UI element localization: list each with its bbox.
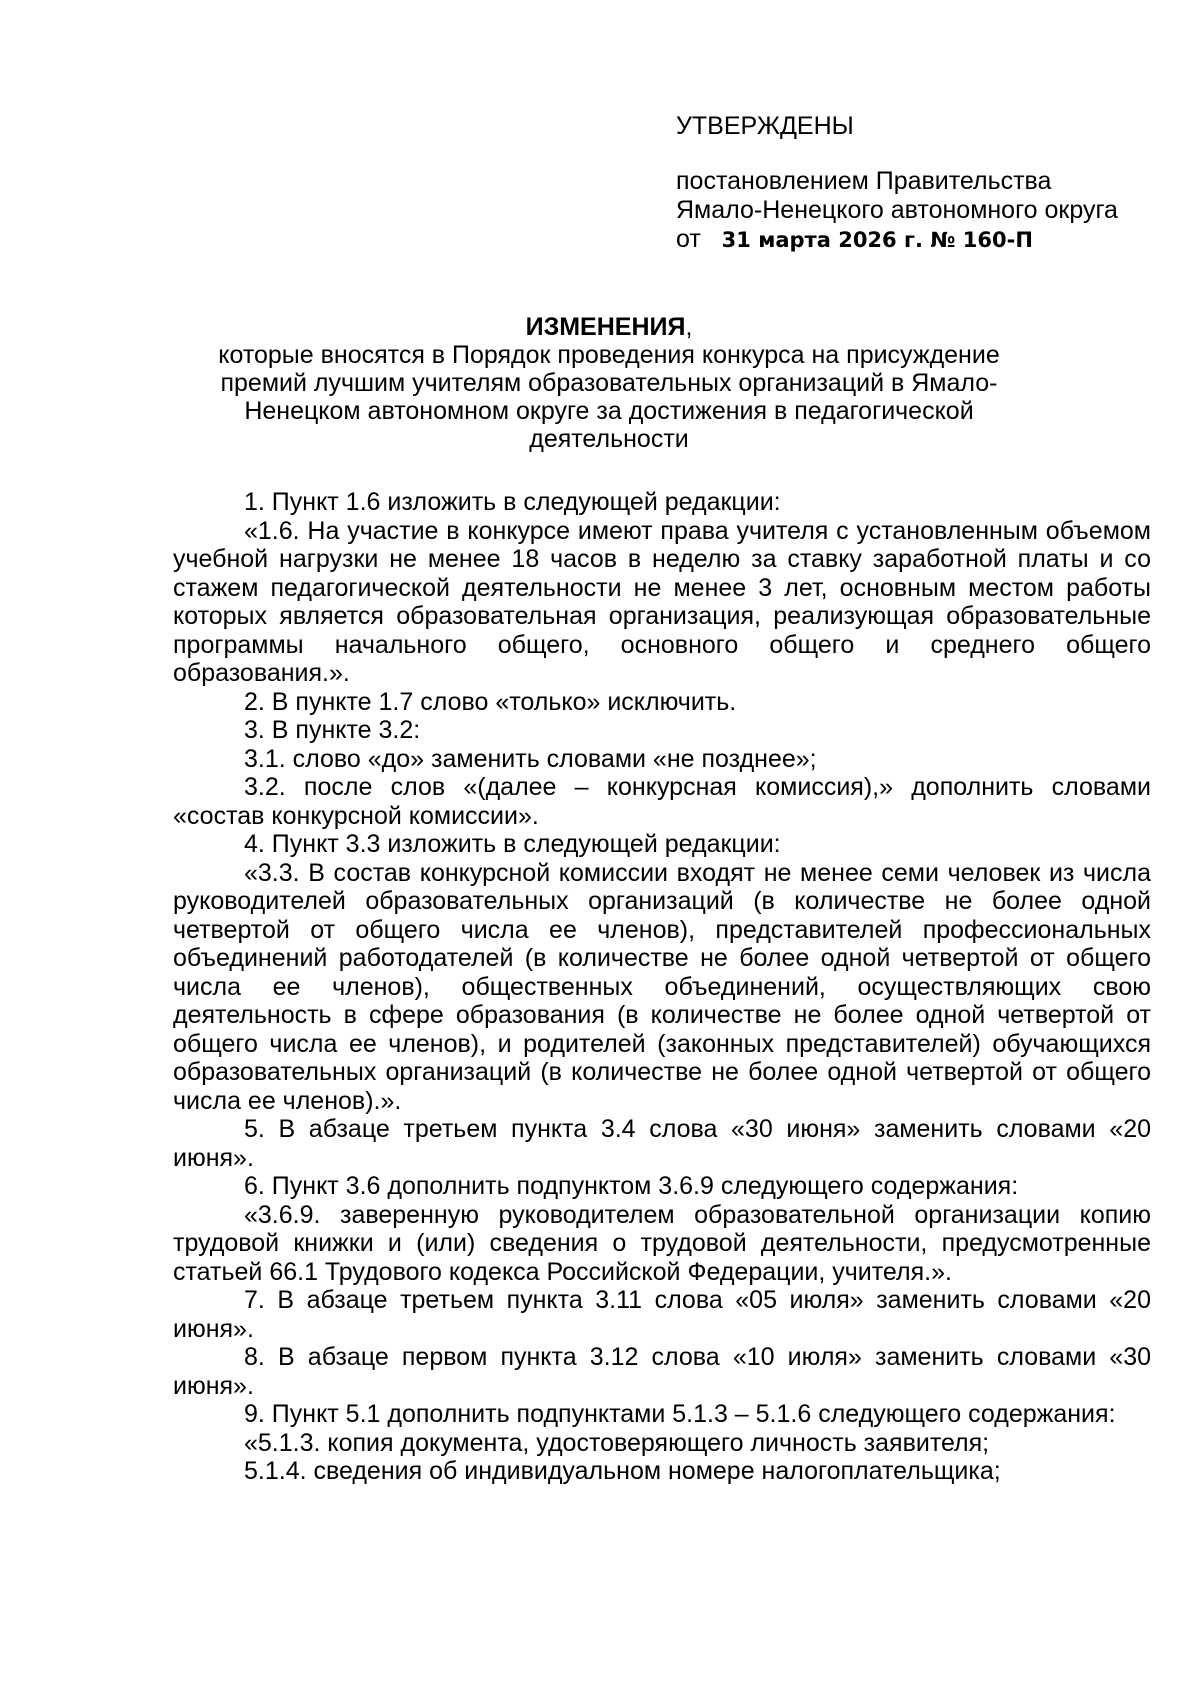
paragraph: 7. В абзаце третьем пункта 3.11 слова «05 июля» заменить словами «20 июня». [173, 1286, 1151, 1343]
heading-subtitle: которые вносятся в Порядок проведения конкурса на присуждение премий лучшим учителям образовательных организаций в Ямало-Ненецком автономном округе за достижения в педагогической деятельности [218, 341, 1000, 453]
approval-date-prefix: от [676, 225, 701, 253]
paragraph: 5.1.4. сведения об индивидуальном номере налогоплательщика; [244, 1457, 1001, 1485]
paragraph: 3. В пункте 3.2: [244, 716, 421, 744]
paragraph: 1. Пункт 1.6 изложить в следующей редакции: [244, 488, 781, 516]
approval-date-value: 31 марта 2026 г. № 160-П [721, 228, 1033, 252]
paragraph: 5. В абзаце третьем пункта 3.4 слова «30 июня» заменить словами «20 июня». [173, 1115, 1151, 1172]
heading-title: ИЗМЕНЕНИЯ [525, 313, 686, 341]
heading-title-line [175, 313, 1043, 341]
paragraph: 4. Пункт 3.3 изложить в следующей редакции: [244, 830, 781, 858]
paragraph: 3.2. после слов «(далее – конкурсная комиссия),» дополнить словами «состав конкурсной комиссии». [173, 773, 1151, 830]
approval-title: УТВЕРЖДЕНЫ [676, 112, 854, 140]
document-heading [175, 313, 1043, 453]
paragraph: 2. В пункте 1.7 слово «только» исключить. [244, 687, 737, 716]
document-body [173, 488, 1151, 1486]
approval-line-1: постановлением Правительства [676, 167, 1052, 195]
paragraph: «3.6.9. заверенную руководителем образовательной организации копию трудовой книжки и (или) сведения о трудовой деятельности, предусмотренные статьей 66.1 Трудового кодекса Российской Федерации, учителя.». [173, 1200, 1151, 1286]
paragraph: 9. Пункт 5.1 дополнить подпунктами 5.1.3 – 5.1.6 следующего содержания: [244, 1400, 1116, 1428]
approval-block [676, 112, 1118, 255]
paragraph: 8. В абзаце первом пункта 3.12 слова «10 июля» заменить словами «30 июня». [173, 1343, 1151, 1400]
approval-date-line [676, 225, 1118, 255]
paragraph: 3.1. слово «до» заменить словами «не позднее»; [244, 744, 817, 773]
paragraph: «5.1.3. копия документа, удостоверяющего личность заявителя; [244, 1428, 990, 1457]
paragraph: «1.6. На участие в конкурсе имеют права учителя с установленным объемом учебной нагрузки не менее 18 часов в неделю за ставку заработной платы и со стажем педагогической деятельности не менее 3 лет, основным местом работы которых является образовательная организация, реализующая образовательные программы начального общего, основного общего и среднего общего образования.». [173, 516, 1151, 687]
paragraph: «3.3. В состав конкурсной комиссии входят не менее семи человек из числа руководителей образовательных организаций (в количестве не более одной четвертой от общего числа ее членов), представителей профессиональных объединений работодателей (в количестве не более одной четвертой от общего числа ее членов), общественных объединений, осуществляющих свою деятельность в сфере образования (в количестве не более одной четвертой от общего числа ее членов), и родителей (законных представителей) обучающихся образовательных организаций (в количестве не более одной четвертой от общего числа ее членов).». [173, 858, 1151, 1115]
paragraph: 6. Пункт 3.6 дополнить подпунктом 3.6.9 следующего содержания: [244, 1172, 1019, 1200]
heading-title-suffix: , [685, 313, 693, 341]
approval-line-2: Ямало-Ненецкого автономного округа [676, 196, 1118, 224]
